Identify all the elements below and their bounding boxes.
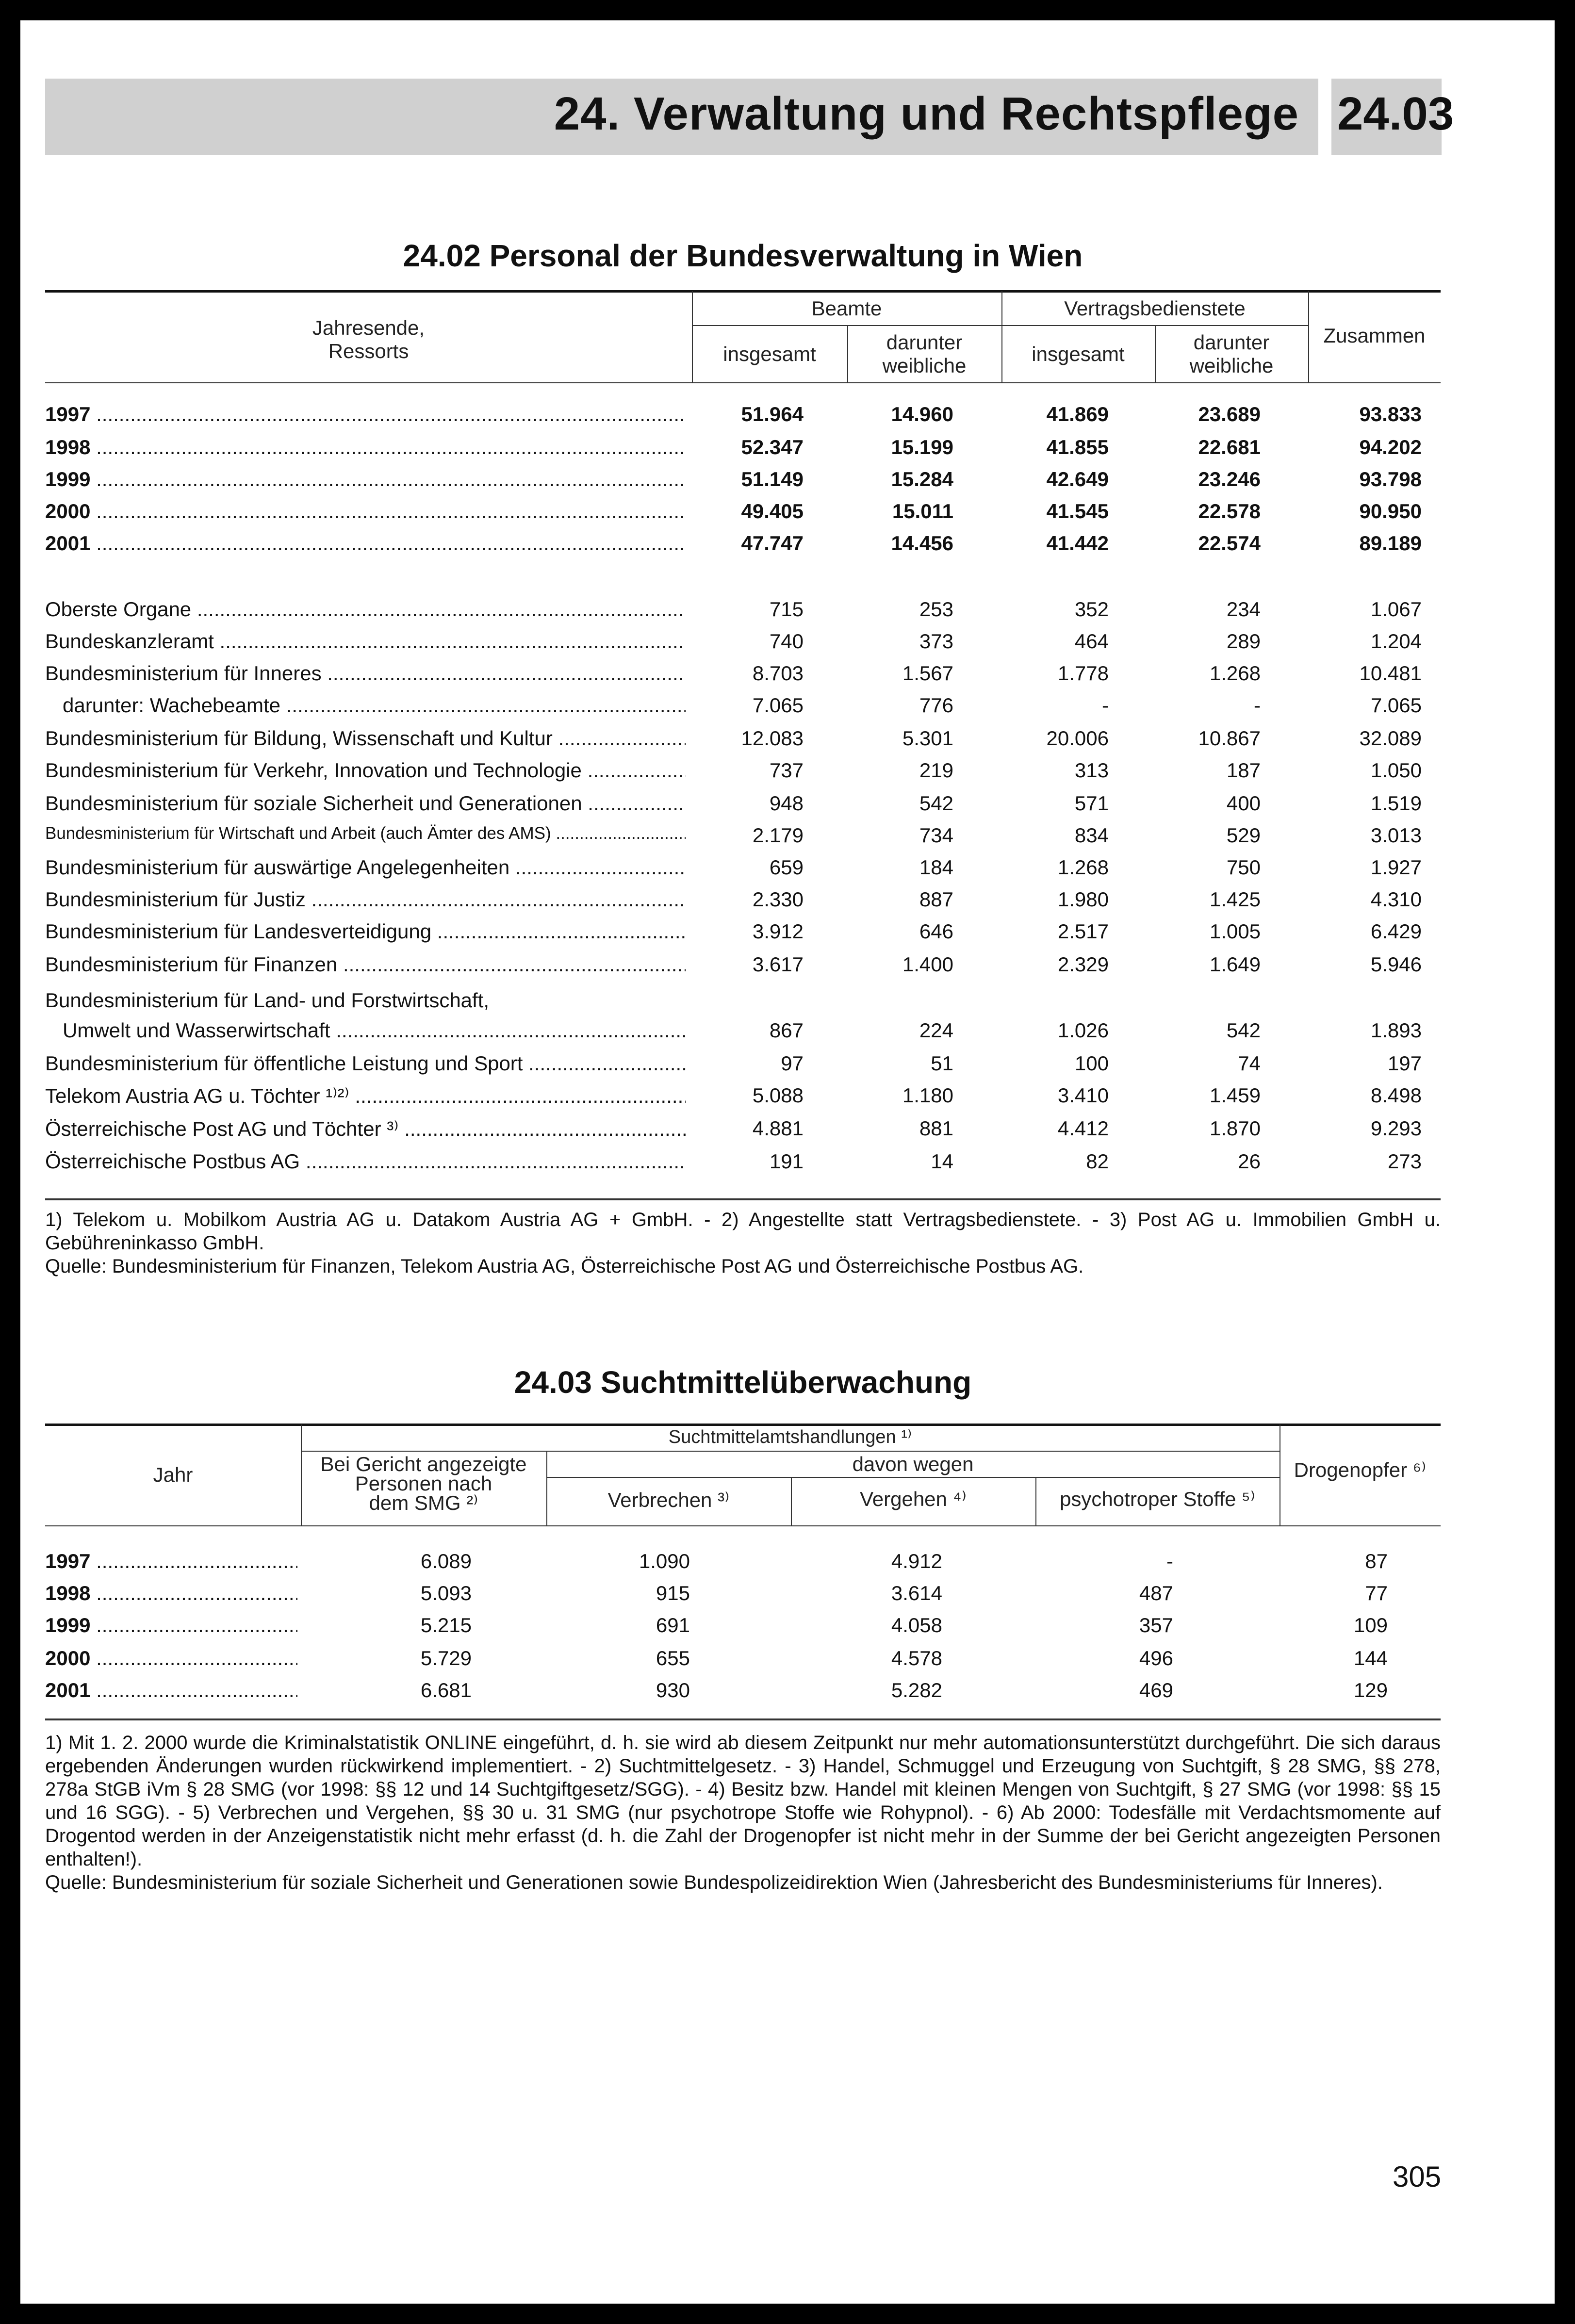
- col-header-insgesamt-beamte: insgesamt: [723, 343, 816, 365]
- row-label: [45, 694, 686, 717]
- row-value: 1.204: [1370, 630, 1422, 653]
- col-header-psychotroper-stoffe: psychotroper Stoffe ⁵⁾: [1060, 1488, 1255, 1510]
- row-label-text: 2000: [45, 1647, 91, 1669]
- row-value: 187: [1226, 759, 1261, 782]
- row-value: 3.410: [1057, 1084, 1109, 1107]
- row-label: [45, 727, 686, 750]
- row-value: 915: [656, 1582, 690, 1604]
- row-value: 184: [919, 856, 953, 879]
- row-value: 3.617: [752, 953, 804, 976]
- row-value: 715: [769, 598, 804, 621]
- row-value: 87: [1365, 1550, 1388, 1572]
- row-value: 41.869: [1046, 403, 1109, 426]
- row-value: 197: [1387, 1052, 1422, 1075]
- col-header-drogenopfer: Drogenopfer ⁶⁾: [1294, 1458, 1427, 1481]
- row-label-text: darunter: Wachebeamte: [63, 694, 281, 717]
- row-value: 659: [769, 856, 804, 879]
- row-value: 469: [1139, 1679, 1173, 1702]
- row-label-text: 2001: [45, 532, 91, 555]
- row-label: [45, 792, 686, 815]
- table2-row: [45, 1647, 1441, 1679]
- table1-group-rule: [692, 325, 1308, 326]
- row-label-text: Bundesministerium für soziale Sicherheit und Generationen: [45, 792, 582, 815]
- row-value: 93.833: [1359, 403, 1422, 426]
- row-value: 1.927: [1370, 856, 1422, 879]
- row-value: 3.013: [1370, 824, 1422, 847]
- row-value: 234: [1226, 598, 1261, 621]
- row-label-text: Bundesministerium für Finanzen: [45, 953, 338, 976]
- row-value: 47.747: [741, 532, 804, 555]
- row-value: 5.301: [902, 727, 953, 750]
- table1-footnote: [45, 1208, 1441, 1278]
- row-value: 1.050: [1370, 759, 1422, 782]
- row-value: 51.149: [741, 468, 804, 491]
- row-value: 1.005: [1209, 920, 1261, 943]
- row-value: 1.425: [1209, 888, 1261, 911]
- row-value: 52.347: [741, 436, 804, 458]
- row-value: 5.282: [891, 1679, 942, 1702]
- table1-row: [45, 630, 1441, 662]
- row-value: 1.026: [1057, 1019, 1109, 1042]
- row-label: [45, 1582, 297, 1605]
- row-value: 32.089: [1359, 727, 1422, 750]
- row-value: 529: [1226, 824, 1261, 847]
- row-value: 219: [919, 759, 953, 782]
- row-label: [45, 532, 686, 555]
- row-value: 4.912: [891, 1550, 942, 1572]
- row-value: 734: [919, 824, 953, 847]
- table2-bottom-rule: [45, 1718, 1441, 1720]
- row-value: 4.578: [891, 1647, 942, 1669]
- row-label: [45, 662, 686, 685]
- row-value: 97: [781, 1052, 804, 1075]
- row-label-text: 1997: [45, 403, 91, 426]
- row-value: 9.293: [1370, 1117, 1422, 1140]
- row-label-text: 2000: [45, 500, 91, 523]
- row-value: -: [1102, 694, 1109, 717]
- row-value: 357: [1139, 1614, 1173, 1637]
- col-group-suchtmittelamtshandlungen: Suchtmittelamtshandlungen ¹⁾: [668, 1427, 912, 1447]
- row-value: 41.442: [1046, 532, 1109, 555]
- table1-footnote-text: 1) Telekom u. Mobilkom Austria AG u. Datakom Austria AG + GmbH. - 2) Angestellte statt Vertragsbedienstete. - 3) Post AG u. Immobilien GmbH u. Gebühreninkasso GmbH.: [45, 1209, 1441, 1254]
- row-value: 191: [769, 1150, 804, 1173]
- table2-group-rule: [301, 1451, 1280, 1452]
- row-value: 129: [1353, 1679, 1388, 1702]
- row-value: 4.058: [891, 1614, 942, 1637]
- row-label-text: Bundesministerium für Wirtschaft und Arbeit (auch Ämter des AMS): [45, 824, 551, 843]
- table1-row: [45, 403, 1441, 435]
- row-value: 373: [919, 630, 953, 653]
- row-value: 7.065: [1370, 694, 1422, 717]
- row-value: 496: [1139, 1647, 1173, 1669]
- table2-footnote-text: 1) Mit 1. 2. 2000 wurde die Kriminalstatistik ONLINE eingeführt, d. h. sie wird ab diesem Zeitpunkt nur mehr automationsunterstützt durchgeführt. Die sich daraus ergebenden Änderungen wurden rückwirkend implementiert. - 2) Suchtmittelgesetz. - 3) Handel, Schmuggel und Erzeugung von Suchtgift, § 28 SMG, §§ 278, 278a StGB iVm § 28 SMG (vor 1998: §§ 12 und 14 Suchtgiftgesetz/SGG). - 4) Besitz bzw. Handel mit kleinen Mengen von Suchtgift, § 27 SMG (vor 1998: §§ 15 und 16 SGG). - 5) Verbrechen und Vergehen, §§ 30 u. 31 SMG (nur psychotrope Stoffe wie Rohypnol). - 6) Ab 2000: Todesfälle mit Verdachtsmomente auf Drogentod werden in der Anzeigenstatistik nicht mehr erfasst (d. h. die Zahl der Drogenopfer ist nicht mehr in der Summe der bei Gericht angezeigten Personen enthalten!).: [45, 1732, 1441, 1870]
- row-value: 655: [656, 1647, 690, 1669]
- row-value: 109: [1353, 1614, 1388, 1637]
- row-value: 14: [931, 1150, 953, 1173]
- row-value: -: [1254, 694, 1261, 717]
- row-label-text: Österreichische Postbus AG: [45, 1150, 300, 1173]
- row-value: 10.481: [1359, 662, 1422, 685]
- row-label: [45, 468, 686, 491]
- row-value: 487: [1139, 1582, 1173, 1604]
- col-header-vergehen: Vergehen ⁴⁾: [860, 1488, 967, 1510]
- table1-row: [45, 598, 1441, 630]
- row-label: [45, 1679, 297, 1702]
- col-group-davon-wegen: davon wegen: [852, 1453, 974, 1475]
- table2-head-rule: [45, 1525, 1441, 1526]
- row-value: 49.405: [741, 500, 804, 523]
- row-value: 4.881: [752, 1117, 804, 1140]
- row-value: 1.567: [902, 662, 953, 685]
- table1-row: [45, 989, 1441, 1021]
- row-value: 400: [1226, 792, 1261, 815]
- row-value: 2.330: [752, 888, 804, 911]
- row-value: 646: [919, 920, 953, 943]
- row-value: 22.681: [1198, 436, 1261, 458]
- row-value: 15.011: [892, 500, 953, 523]
- table1-row: [45, 1019, 1441, 1051]
- row-value: 1.090: [639, 1550, 690, 1572]
- row-value: 542: [1226, 1019, 1261, 1042]
- table1-source: Quelle: Bundesministerium für Finanzen, Telekom Austria AG, Österreichische Post AG und Österreichische Postbus AG.: [45, 1256, 1084, 1277]
- row-value: 41.855: [1046, 436, 1109, 458]
- col-header-verbrechen: Verbrechen ³⁾: [607, 1489, 730, 1511]
- row-value: 352: [1074, 598, 1109, 621]
- col-header-angezeigte-personen: Bei Gericht angezeigte Personen nach dem SMG ²⁾: [320, 1453, 527, 1514]
- row-value: 4.310: [1370, 888, 1422, 911]
- row-value: 948: [769, 792, 804, 815]
- row-value: 1.180: [902, 1084, 953, 1107]
- table2-sub-rule: [546, 1477, 1280, 1478]
- row-label-text: Bundesministerium für Bildung, Wissenschaft und Kultur: [45, 727, 553, 750]
- col-header-ressorts: Jahresende, Ressorts: [312, 316, 425, 362]
- row-value: 90.950: [1359, 500, 1422, 523]
- row-label: [45, 953, 686, 976]
- row-value: 3.614: [891, 1582, 942, 1604]
- row-value: 3.912: [752, 920, 804, 943]
- table1-row: [45, 1150, 1441, 1182]
- row-value: 1.459: [1209, 1084, 1261, 1107]
- row-value: 1.268: [1057, 856, 1109, 879]
- table1-head-rule: [45, 382, 1441, 383]
- table1-bottom-rule: [45, 1198, 1441, 1200]
- row-value: 1.268: [1209, 662, 1261, 685]
- row-value: 542: [919, 792, 953, 815]
- table1-top-rule: [45, 290, 1441, 293]
- page-number: 305: [1393, 2160, 1442, 2193]
- col-header-weiblich-beamte: darunter weibliche: [882, 331, 967, 377]
- row-value: 737: [769, 759, 804, 782]
- row-value: 51: [931, 1052, 953, 1075]
- row-value: 1.980: [1057, 888, 1109, 911]
- row-label: [45, 888, 686, 911]
- table1-row: [45, 468, 1441, 500]
- row-label: [45, 759, 686, 782]
- row-value: 8.498: [1370, 1084, 1422, 1107]
- row-value: 26: [1238, 1150, 1261, 1173]
- row-label: [45, 1117, 686, 1141]
- row-value: 77: [1365, 1582, 1388, 1604]
- row-label: [45, 824, 686, 843]
- row-value: 224: [919, 1019, 953, 1042]
- row-value: 5.093: [420, 1582, 472, 1604]
- row-value: 5.946: [1370, 953, 1422, 976]
- row-value: 2.329: [1057, 953, 1109, 976]
- row-label: [45, 1052, 686, 1075]
- row-value: 5.215: [420, 1614, 472, 1637]
- row-label: [45, 920, 686, 943]
- row-value: 51.964: [741, 403, 804, 426]
- table1-row: [45, 953, 1441, 985]
- table1-row: [45, 1052, 1441, 1084]
- row-value: 881: [919, 1117, 953, 1140]
- row-value: 6.681: [420, 1679, 472, 1702]
- row-label-text: 1999: [45, 1614, 91, 1637]
- row-label-text: Bundeskanzleramt: [45, 630, 214, 653]
- row-value: 22.578: [1198, 500, 1261, 523]
- row-label-text: 1998: [45, 1582, 91, 1604]
- col-header-zusammen: Zusammen: [1323, 324, 1426, 347]
- table1-row: [45, 694, 1441, 726]
- row-label: [45, 1647, 297, 1670]
- row-label-text: Umwelt und Wasserwirtschaft: [63, 1019, 330, 1042]
- table1-row: [45, 920, 1441, 952]
- row-label: [45, 1150, 686, 1173]
- row-label-text: Bundesministerium für Landesverteidigung: [45, 920, 432, 943]
- row-value: 5.729: [420, 1647, 472, 1669]
- row-label-text: Bundesministerium für auswärtige Angelegenheiten: [45, 856, 510, 879]
- row-label-text: 1997: [45, 1550, 91, 1572]
- row-label-text: Bundesministerium für Land- und Forstwirtschaft,: [45, 989, 490, 1012]
- row-value: 867: [769, 1019, 804, 1042]
- row-value: -: [1166, 1550, 1173, 1572]
- row-value: 750: [1226, 856, 1261, 879]
- row-value: 273: [1387, 1150, 1422, 1173]
- row-label-text: 1999: [45, 468, 91, 491]
- table2-row: [45, 1614, 1441, 1646]
- row-label-text: Oberste Organe: [45, 598, 192, 621]
- row-value: 740: [769, 630, 804, 653]
- row-value: 7.065: [752, 694, 804, 717]
- row-value: 6.089: [420, 1550, 472, 1572]
- row-label: [45, 856, 686, 879]
- table1-row: [45, 1117, 1441, 1149]
- row-value: 289: [1226, 630, 1261, 653]
- row-label-text: Österreichische Post AG und Töchter ³⁾: [45, 1117, 399, 1140]
- row-value: 41.545: [1046, 500, 1109, 523]
- table1-title: 24.02 Personal der Bundesverwaltung in Wien: [403, 238, 1083, 273]
- row-label: [45, 630, 686, 653]
- table2-row: [45, 1582, 1441, 1614]
- row-value: 253: [919, 598, 953, 621]
- row-value: 42.649: [1046, 468, 1109, 491]
- row-label: [45, 500, 686, 523]
- row-value: 82: [1086, 1150, 1109, 1173]
- row-value: 15.199: [891, 436, 953, 458]
- row-label-text: Bundesministerium für Inneres: [45, 662, 322, 685]
- row-value: 776: [919, 694, 953, 717]
- table1-row: [45, 1084, 1441, 1116]
- row-label: [45, 403, 686, 426]
- row-label-text: Bundesministerium für Verkehr, Innovation und Technologie: [45, 759, 582, 782]
- row-value: 464: [1074, 630, 1109, 653]
- row-label-text: 2001: [45, 1679, 91, 1702]
- row-label: [45, 598, 686, 621]
- table2-source: Quelle: Bundesministerium für soziale Sicherheit und Generationen sowie Bundespolizeidirektion Wien (Jahresbericht des Bundesministeriums für Inneres).: [45, 1872, 1383, 1893]
- table1-row: [45, 759, 1441, 791]
- table1-row: [45, 888, 1441, 920]
- row-label-text: Bundesministerium für Justiz: [45, 888, 306, 911]
- row-value: 1.400: [902, 953, 953, 976]
- chapter-header-bar: [45, 79, 1318, 155]
- table1-row: [45, 500, 1441, 532]
- table1-row: [45, 662, 1441, 694]
- table1-row: [45, 532, 1441, 564]
- row-value: 89.189: [1359, 532, 1422, 555]
- row-value: 1.778: [1057, 662, 1109, 685]
- row-label: [45, 1614, 297, 1637]
- row-value: 2.179: [752, 824, 804, 847]
- row-value: 834: [1074, 824, 1109, 847]
- row-label-text: Bundesministerium für öffentliche Leistung und Sport: [45, 1052, 523, 1075]
- row-value: 1.870: [1209, 1117, 1261, 1140]
- row-value: 74: [1238, 1052, 1261, 1075]
- row-label: [45, 1084, 686, 1108]
- row-value: 2.517: [1057, 920, 1109, 943]
- table1-row: [45, 436, 1441, 468]
- row-value: 691: [656, 1614, 690, 1637]
- row-value: 1.893: [1370, 1019, 1422, 1042]
- row-value: 6.429: [1370, 920, 1422, 943]
- row-label-text: Telekom Austria AG u. Töchter ¹⁾²⁾: [45, 1084, 349, 1107]
- table1-row: [45, 792, 1441, 824]
- row-label: [45, 1550, 297, 1573]
- row-value: 313: [1074, 759, 1109, 782]
- row-value: 8.703: [752, 662, 804, 685]
- table1-row: [45, 824, 1441, 856]
- row-label: [45, 989, 686, 1012]
- chapter-number-box: [1331, 79, 1454, 155]
- row-value: 15.284: [891, 468, 953, 491]
- chapter-title: 24. Verwaltung und Rechtspflege: [554, 88, 1299, 140]
- table2-row: [45, 1550, 1441, 1582]
- row-value: 887: [919, 888, 953, 911]
- chapter-number: 24.03: [1337, 88, 1454, 140]
- row-value: 12.083: [741, 727, 804, 750]
- table2-title: 24.03 Suchtmittelüberwachung: [514, 1365, 972, 1400]
- table2-row: [45, 1679, 1441, 1711]
- row-value: 1.649: [1209, 953, 1261, 976]
- row-value: 5.088: [752, 1084, 804, 1107]
- row-value: 1.519: [1370, 792, 1422, 815]
- row-value: 14.456: [891, 532, 953, 555]
- row-value: 100: [1074, 1052, 1109, 1075]
- row-label: [45, 1019, 686, 1042]
- col-header-jahr: Jahr: [153, 1463, 193, 1486]
- row-value: 23.246: [1198, 468, 1261, 491]
- row-value: 20.006: [1046, 727, 1109, 750]
- row-value: 1.067: [1370, 598, 1422, 621]
- row-value: 144: [1353, 1647, 1388, 1669]
- table2-footnote: [45, 1731, 1441, 1894]
- row-value: 94.202: [1359, 436, 1422, 458]
- row-value: 93.798: [1359, 468, 1422, 491]
- table1-row: [45, 727, 1441, 759]
- row-value: 571: [1074, 792, 1109, 815]
- row-value: 22.574: [1198, 532, 1261, 555]
- row-label: [45, 436, 686, 459]
- row-value: 14.960: [891, 403, 953, 426]
- table1-row: [45, 856, 1441, 888]
- row-value: 4.412: [1057, 1117, 1109, 1140]
- col-header-insgesamt-vertrag: insgesamt: [1032, 343, 1125, 365]
- col-group-beamte: Beamte: [811, 297, 882, 320]
- row-value: 23.689: [1198, 403, 1261, 426]
- row-value: 930: [656, 1679, 690, 1702]
- row-label-text: 1998: [45, 436, 91, 458]
- col-header-weiblich-vertrag: darunter weibliche: [1189, 331, 1274, 377]
- col-group-vertragsbedienstete: Vertragsbedienstete: [1064, 297, 1246, 320]
- row-value: 10.867: [1198, 727, 1261, 750]
